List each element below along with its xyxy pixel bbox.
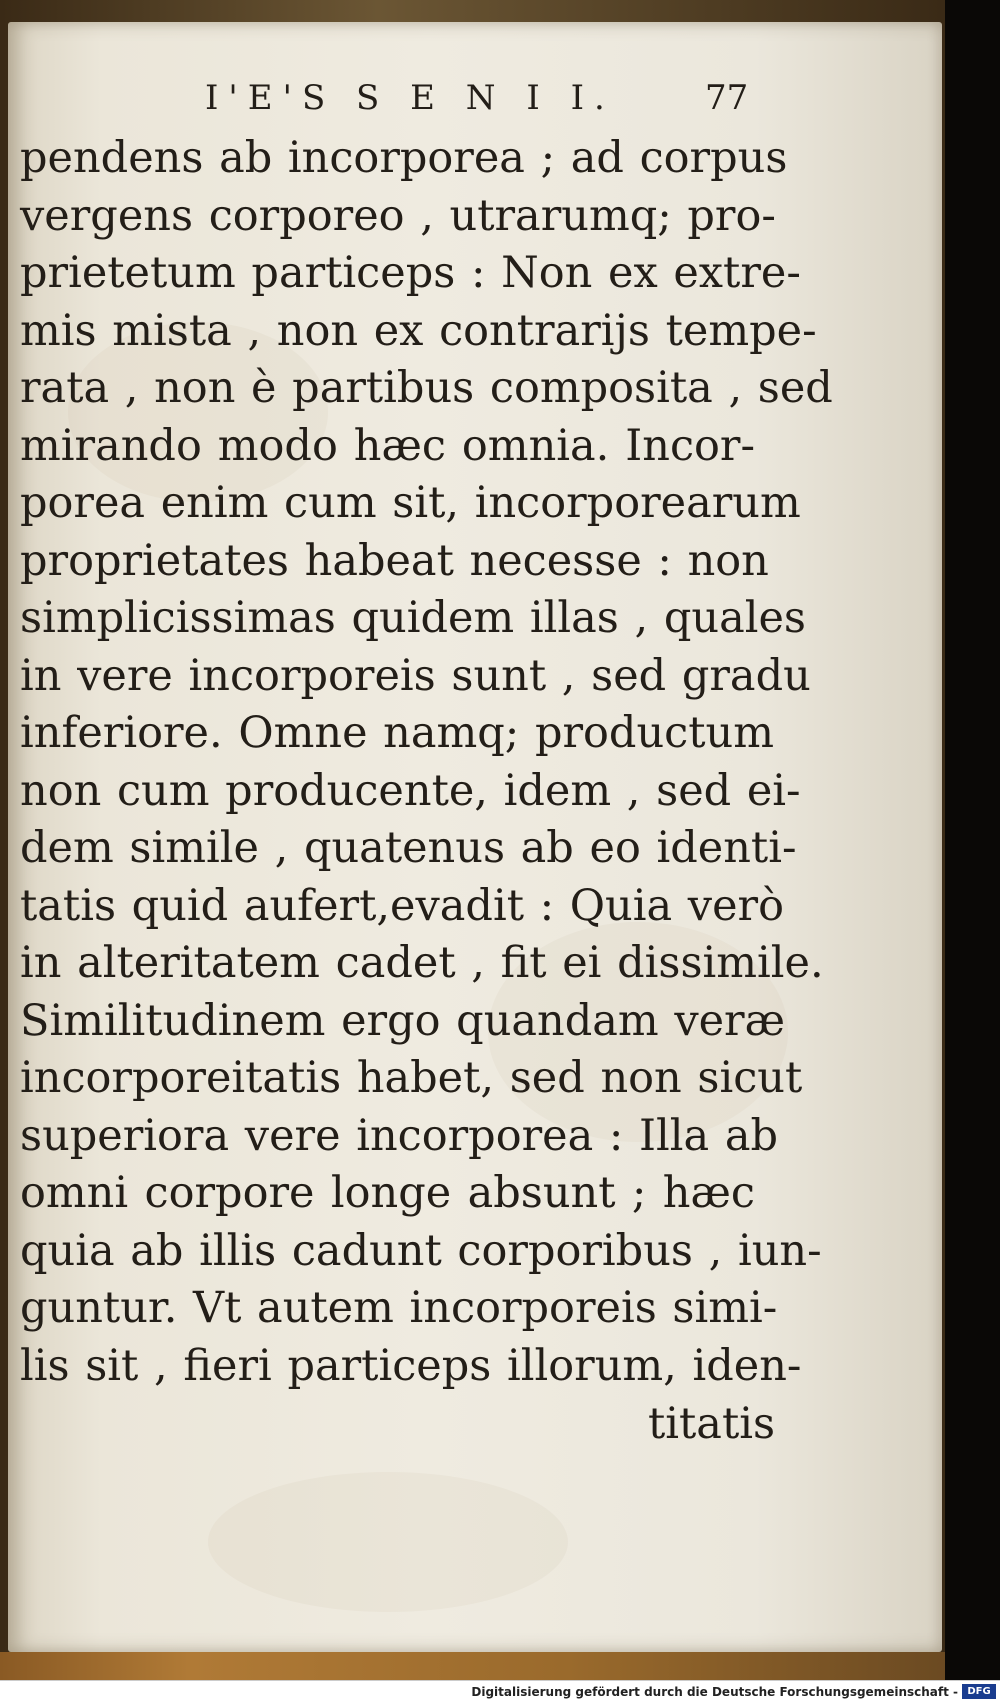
text-line: simplicissimas quidem illas , quales: [20, 593, 806, 643]
text-line: inferiore. Omne namq; productum: [20, 708, 774, 758]
text-line: proprietates habeat necesse : non: [20, 535, 769, 586]
text-line: mis mista , non ex contrarijs tempe-: [20, 305, 817, 356]
text-line: tatis quid aufert,evadit : Quia verò: [20, 880, 784, 931]
running-head: I'E'S S E N I I.: [205, 78, 615, 118]
text-line: in vere incorporeis sunt , sed gradu: [20, 650, 811, 701]
text-line: quia ab illis cadunt corporibus , iun-: [20, 1225, 822, 1276]
dfg-logo: DFG: [962, 1684, 996, 1699]
text-line: superiora vere incorporea : Illa ab: [20, 1110, 779, 1161]
text-line: lis sit , fieri particeps illorum, iden-: [20, 1340, 802, 1391]
footer-credit: Digitalisierung gefördert durch die Deutsche Forschungsgemeinschaft -: [471, 1685, 958, 1699]
binding-strip: [0, 1652, 945, 1680]
text-line: guntur. Vt autem incorporeis simi-: [20, 1283, 778, 1333]
body-text: [20, 130, 833, 1395]
catchword: titatis: [648, 1399, 776, 1449]
text-line: non cum producente, idem , sed ei-: [20, 765, 801, 816]
text-line: omni corpore longe absunt ; hæc: [20, 1168, 755, 1218]
text-line: vergens corporeo , utrarumq; pro-: [20, 190, 776, 241]
text-line: prietetum particeps : Non ex extre-: [20, 248, 801, 298]
text-line: incorporeitatis habet, sed non sicut: [20, 1053, 803, 1103]
text-line: rata , non è partibus composita , sed: [20, 363, 833, 413]
text-line: mirando modo hæc omnia. Incor-: [20, 420, 755, 471]
text-line: pendens ab incorporea ; ad corpus: [20, 133, 788, 183]
paper-stain: [208, 1472, 568, 1612]
page-number: 77: [705, 78, 749, 118]
text-line: porea enim cum sit, incorporearum: [20, 478, 801, 528]
text-line: dem simile , quatenus ab eo identi-: [20, 823, 797, 873]
text-line: in alteritatem cadet , fit ei dissimile.: [20, 938, 824, 988]
text-line: Similitudinem ergo quandam veræ: [20, 995, 786, 1046]
footer-bar: [0, 1680, 1000, 1703]
